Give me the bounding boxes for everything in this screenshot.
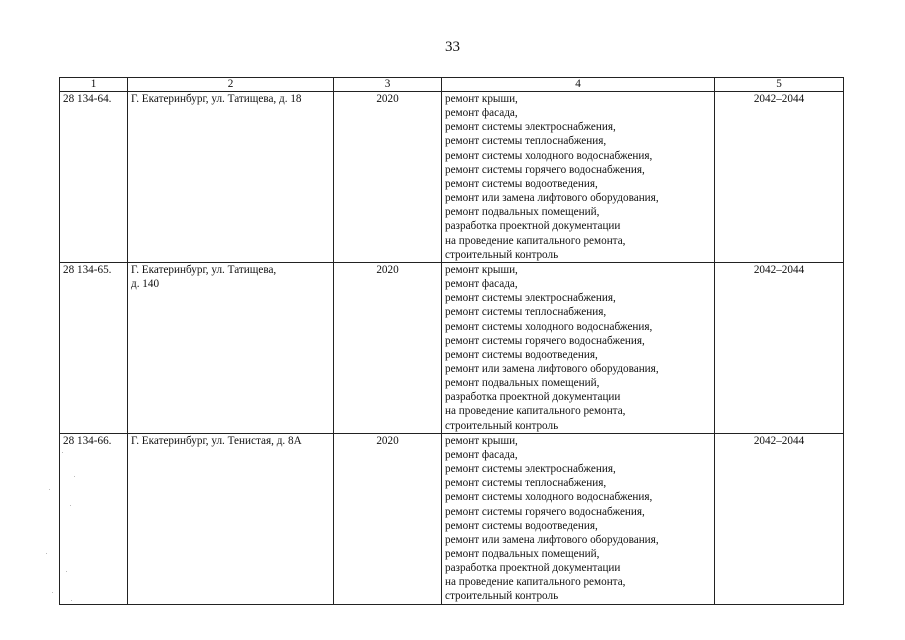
table-row	[60, 433, 844, 604]
repair-work-item: разработка проектной документации	[445, 562, 621, 575]
address-line: Г. Екатеринбург, ул. Татищева, д. 18	[131, 93, 302, 105]
table-row	[60, 262, 844, 433]
repair-work-item: ремонт фасада,	[445, 107, 518, 120]
scan-speck	[46, 553, 47, 554]
repair-work-item: ремонт системы холодного водоснабжения,	[445, 320, 653, 333]
repair-work-item: ремонт системы холодного водоснабжения,	[445, 491, 653, 504]
address-line: д. 140	[131, 278, 160, 291]
row-number: 28 134-66.	[60, 433, 128, 604]
repair-work-item: ремонт системы горячего водоснабжения,	[445, 163, 645, 176]
repair-work-item: ремонт или замена лифтового оборудования,	[445, 192, 659, 205]
repair-work-item: ремонт подвальных помещений,	[445, 206, 600, 219]
repair-work-item: на проведение капитального ремонта,	[445, 234, 626, 247]
repair-work-item: ремонт или замена лифтового оборудования,	[445, 362, 659, 375]
building-address	[128, 92, 334, 263]
column-header: 1	[60, 78, 128, 92]
column-header: 4	[442, 78, 715, 92]
scan-speck	[74, 476, 75, 477]
repair-work-item: строительный контроль	[445, 248, 559, 261]
planned-period: 2042–2044	[715, 262, 844, 433]
repair-work-item: ремонт фасада,	[445, 448, 518, 461]
year-cell: 2020	[334, 433, 442, 604]
repair-work-item: ремонт фасада,	[445, 278, 518, 291]
repair-works-list	[442, 92, 715, 263]
repair-work-item: ремонт системы холодного водоснабжения,	[445, 149, 653, 162]
row-number: 28 134-65.	[60, 262, 128, 433]
year-cell: 2020	[334, 262, 442, 433]
repair-work-item: ремонт системы электроснабжения,	[445, 121, 616, 134]
repair-work-item: строительный контроль	[445, 419, 559, 432]
scan-speck	[62, 452, 63, 453]
repair-works-list	[442, 262, 715, 433]
repair-work-item: ремонт системы электроснабжения,	[445, 463, 616, 476]
scan-speck	[49, 489, 50, 490]
address-line: Г. Екатеринбург, ул. Тенистая, д. 8А	[131, 434, 302, 447]
repair-work-item: ремонт системы электроснабжения,	[445, 292, 616, 305]
repair-work-item: ремонт системы водоотведения,	[445, 177, 598, 190]
repair-works-list	[442, 433, 715, 604]
row-number: 28 134-64.	[60, 92, 128, 263]
page-number: 33	[445, 39, 460, 55]
repair-work-item: ремонт системы горячего водоснабжения,	[445, 505, 645, 518]
column-header: 5	[715, 78, 844, 92]
scan-speck	[52, 592, 53, 593]
table-body	[60, 92, 844, 605]
scan-speck	[66, 571, 67, 572]
repair-work-item: ремонт или замена лифтового оборудования,	[445, 533, 659, 546]
scan-speck	[70, 505, 71, 506]
repair-work-item: ремонт системы горячего водоснабжения,	[445, 334, 645, 347]
building-address	[128, 262, 334, 433]
planned-period: 2042–2044	[715, 433, 844, 604]
repair-work-item: ремонт крыши,	[445, 263, 518, 276]
repair-work-item: ремонт подвальных помещений,	[445, 377, 600, 390]
repair-work-item: разработка проектной документации	[445, 391, 621, 404]
repair-work-item: ремонт крыши,	[445, 434, 518, 447]
repair-work-item: ремонт системы водоотведения,	[445, 348, 598, 361]
address-line: Г. Екатеринбург, ул. Татищева,	[131, 263, 277, 276]
repair-work-item: на проведение капитального ремонта,	[445, 576, 626, 589]
repair-work-item: ремонт системы водоотведения,	[445, 519, 598, 532]
scan-speck	[71, 600, 72, 601]
repair-work-item: ремонт системы теплоснабжения,	[445, 477, 607, 490]
year-cell: 2020	[334, 92, 442, 263]
building-address	[128, 433, 334, 604]
repair-work-item: ремонт подвальных помещений,	[445, 548, 600, 560]
repair-work-item: ремонт системы теплоснабжения,	[445, 306, 607, 319]
repair-work-item: ремонт системы теплоснабжения,	[445, 135, 607, 148]
table-row	[60, 92, 844, 263]
column-header: 3	[334, 78, 442, 92]
repair-work-item: строительный контроль	[445, 590, 559, 603]
column-header: 2	[128, 78, 334, 92]
planned-period: 2042–2044	[715, 92, 844, 263]
column-number-header-row	[60, 78, 844, 92]
repair-work-item: на проведение капитального ремонта,	[445, 405, 626, 418]
capital-repair-table	[59, 77, 844, 605]
repair-work-item: разработка проектной документации	[445, 220, 621, 233]
repair-work-item: ремонт крыши,	[445, 93, 518, 105]
